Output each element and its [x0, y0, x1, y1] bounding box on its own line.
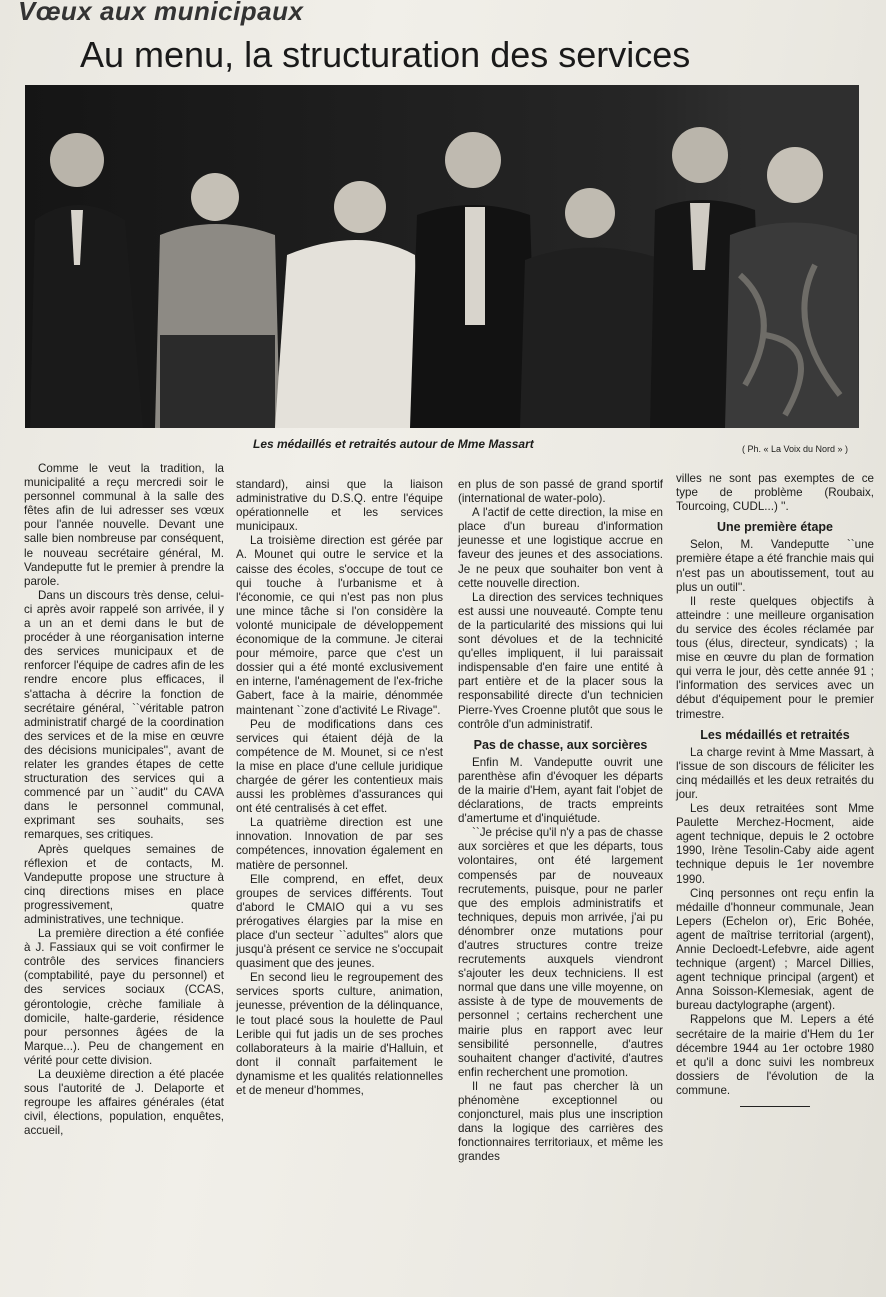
- paragraph: La charge revint à Mme Massart, à l'issue de son discours de féliciter les cinq médaillés et les deux retraités du jour.: [676, 745, 874, 801]
- paragraph: Dans un discours très dense, celui-ci après avoir rappelé son arrivée, il y a un an et demi dans le but de procéder à une réorganisation interne des services municipaux et de renforcer l'équipe de cadres afin de les rendre encore plus efficaces, il s'attacha à décrire la fonction de secrétaire général, ``véritable patron administratif chargé de la coordination des services et de la mise en œuvre des décisions municipales'', avant de relater les grandes étapes de cette structuration des services qui a commencé par un ``audit'' du CAVA dans le personnel communal, exprimant ses souhaits, ses remarques, ses critiques.: [24, 588, 224, 842]
- paragraph: Comme le veut la tradition, la municipalité a reçu mercredi soir le personnel communal à la salle des fêtes afin de lui adresser ses vœux pour l'année nouvelle. Devant une salle bien nombreuse par conséquent, le nouveau secrétaire général, M. Vandeputte fut le premier à prendre la parole.: [24, 462, 224, 588]
- paragraph: A l'actif de cette direction, la mise en place d'un bureau d'information jeunesse et une logistique accrue en faveur des jeunes et des associations. Je ne peux que souhaiter bon vent à cette nouvelle direction.: [458, 506, 663, 590]
- paragraph: Elle comprend, en effet, deux groupes de services différents. Tout d'abord le CMAIO qui a vu ses prérogatives élargies par la mise en place d'un secteur ``adultes'' alors que jusqu'à présent ce service ne s'occupait quasiment que des jeunes.: [236, 872, 443, 971]
- paragraph: Il reste quelques objectifs à atteindre : une meilleure organisation du service des écoles réclamée par tous (élus, directeur, syndicats) ; la mise en œuvre du plan de formation qui verra le jour, dès cette année 91 ; l'information des services avec un début d'équipement pour le premier trimestre.: [676, 594, 874, 721]
- article-kicker: Vœux aux municipaux: [18, 0, 304, 26]
- subheading: Pas de chasse, aux sorcières: [473, 737, 648, 752]
- paragraph: En second lieu le regroupement des services sports culture, animation, jeunesse, prévention de la délinquance, le tout placé sous la houlette de Paul Lerible qui fut jadis un de ses proches collaborateurs à la mairie d'Halluin, et dont il connaît parfaitement le dynamisme et les qualités relationnelles et de meneur d'hommes,: [236, 971, 443, 1098]
- paragraph: Il ne faut pas chercher là un phénomène exceptionnel ou conjoncturel, mais plus une inscription dans la logique des carrières des fonctionnaires territoriaux, et même les grandes: [458, 1079, 663, 1164]
- paragraph: La première direction a été confiée à J. Fassiaux qui se voit confirmer le contrôle des services financiers (comptabilité, paye du personnel) et des services sociaux (CCAS, gérontologie, crèche familiale à domicile, halte-garderie, résidence pour personnes âgées de la Marque...). Peu de changement en vérité pour cette division.: [24, 927, 224, 1067]
- paragraph: Peu de modifications dans ces services qui étaient déjà de la compétence de M. Mounet, si ce n'est la mise en place d'une cellule juridique chargée de gérer les contentieux mais aussi les problèmes d'assurances qui ont été centralisés à cet effet.: [236, 717, 443, 816]
- paragraph: villes ne sont pas exemptes de ce type de problème (Roubaix, Tourcoing, CUDL...) ''.: [676, 472, 874, 514]
- paragraph: ``Je précise qu'il n'y a pas de chasse aux sorcières et que les départs, tous volontaires, ont été largement compensés par de nouveaux recrutements, puisque, pour ne parler que des emplois administratifs et techniques, depuis mon arrivée, j'ai pu dénombrer onze mutations pour d'autres structures contre treize recrutements auxquels viendront s'ajouter les deux techniciens. Il est normal que dans une ville moyenne, on assiste à de type de mouvements de personnel ; certains recherchent une mairie plus en rapport avec leur sensibilité personnelle, d'autres souhaitent changer d'activité, d'autres enfin recherchent une promotion.: [458, 826, 663, 1079]
- subheading: Une première étape: [716, 520, 834, 535]
- paragraph: Selon, M. Vandeputte ``une première étape a été franchie mais qui n'est pas un aboutissement, tout au plus un outil''.: [676, 538, 874, 594]
- paragraph: Cinq personnes ont reçu enfin la médaille d'honneur communale, Jean Lepers (Echelon or), Eric Bohée, agent de maîtrise territorial (argent), Annie Decloedt-Lefebvre, aide agent technique (argent) ; Marcel Dillies, agent technique principal (argent) et Anna Soisson-Klemesiak, agent de bureau dactylographe (argent).: [676, 886, 874, 1013]
- paragraph: Les deux retraitées sont Mme Paulette Merchez-Hocment, aide agent technique, depuis le 2 octobre 1990, Irène Tesolin-Caby aide agent technique depuis le 1er novembre 1990.: [676, 802, 874, 886]
- end-rule: [740, 1106, 810, 1107]
- paragraph: en plus de son passé de grand sportif (international de water-polo).: [458, 478, 663, 506]
- text-column-1: [24, 462, 224, 1139]
- paragraph: La troisième direction est gérée par A. Mounet qui outre le service et la caisse des écoles, s'occupe de tout ce qui touche à l'urbanisme et à l'économie, ce qui n'est pas non plus une mince tâche si l'on considère la volonté municipale de développement économique de la commune. Je citerai pour mémoire, parce que c'est un dossier qui a été monté exclusivement en interne, l'aménagement de l'ex-friche Gabert, face à la mairie, dénommée maintenant ``zone d'activité Le Rivage''.: [236, 534, 443, 717]
- paragraph: La deuxième direction a été placée sous l'autorité de J. Delaporte et regroupe les affaires générales (état civil, élections, population, enquêtes, accueil,: [24, 1068, 224, 1138]
- paragraph: La direction des services techniques est aussi une nouveauté. Compte tenu de la particularité des missions qui lui sont dévolues et de la technicité qu'elles impliquent, il lui paraissait indispensable d'en faire une entité à part entière et de la placer sous la responsabilité directe d'un technicien Pierre-Yves Croenne plutôt que sous le contrôle d'un administratif.: [458, 590, 663, 731]
- paragraph: Rappelons que M. Lepers a été secrétaire de la mairie d'Hem du 1er décembre 1944 au 1er octobre 1980 et qu'il a donc suivi les nombreux dossiers de l'évolution de la commune.: [676, 1013, 874, 1097]
- photo-credit: ( Ph. « La Voix du Nord » ): [742, 444, 849, 454]
- paragraph: standard), ainsi que la liaison administrative du D.S.Q. entre l'équipe opérationnelle et les services municipaux.: [236, 478, 443, 534]
- group-photo: [25, 85, 859, 428]
- text-column-2: [236, 478, 443, 1098]
- article-headline: Au menu, la structuration des services: [80, 34, 691, 75]
- text-column-3: [458, 478, 663, 1165]
- text-column-4: [676, 472, 874, 1107]
- subheading: Les médaillés et retraités: [700, 727, 850, 742]
- photo-caption: Les médaillés et retraités autour de Mme Massart: [253, 437, 534, 451]
- paragraph: Après quelques semaines de réflexion et de contacts, M. Vandeputte propose une structure à cinq directions mises en place progressivement, quatre administratives, une technique.: [24, 842, 224, 926]
- paragraph: Enfin M. Vandeputte ouvrit une parenthèse afin d'évoquer les départs de la mairie d'Hem, ayant fait l'objet de déclarations, de tracts empreints d'amertume et d'inquiétude.: [458, 755, 663, 826]
- paragraph: La quatrième direction est une innovation. Innovation de par ses compétences, innovation également en matière de personnel.: [236, 816, 443, 872]
- group-photo-image: [25, 85, 859, 428]
